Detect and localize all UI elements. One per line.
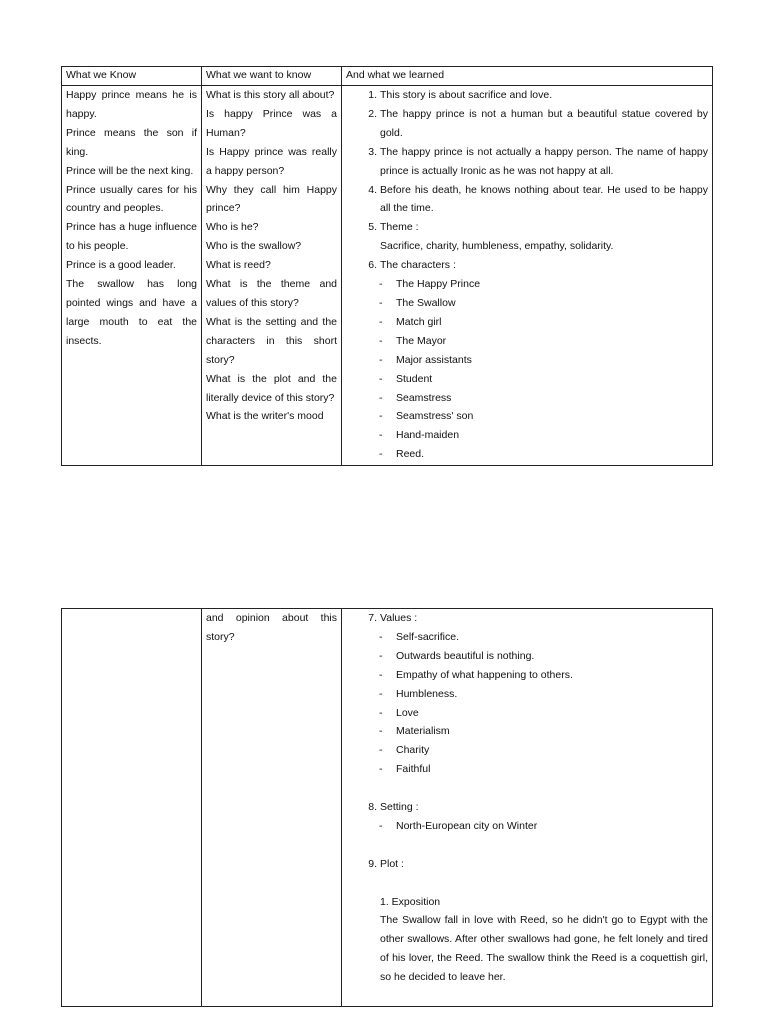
learned-item-5: 5. Theme : xyxy=(368,221,419,234)
know-item: Prince usually cares for his country and peoples. xyxy=(66,183,197,215)
header-what-we-learned: And what we learned xyxy=(342,67,712,86)
character-item: - Seamstress xyxy=(379,391,452,404)
know-item: Prince has a huge influence to his people. xyxy=(66,221,197,253)
character-item: - Match girl xyxy=(379,315,442,328)
want-item: and opinion about this story? xyxy=(206,612,337,643)
spacer xyxy=(346,836,708,855)
want-column-continued xyxy=(202,609,342,1006)
learned-column xyxy=(342,86,712,465)
value-item: - Humbleness. xyxy=(379,687,458,700)
character-item: - Reed. xyxy=(379,448,425,461)
want-item: Who is the swallow? xyxy=(206,240,302,253)
character-item: - The Mayor xyxy=(379,334,447,347)
know-item: Prince is a good leader. xyxy=(66,259,176,272)
want-item: Why they call him Happy prince? xyxy=(206,183,337,215)
learned-column-continued xyxy=(342,609,712,1006)
character-item: - Seamstress' son xyxy=(379,410,474,423)
value-item: - Faithful xyxy=(379,763,431,776)
spacer xyxy=(346,779,708,798)
want-item: Is Happy prince was really a happy person? xyxy=(206,145,337,177)
want-column xyxy=(202,86,342,465)
learned-item-2: 2. The happy prince is not a human but a beautiful statue covered by gold. xyxy=(368,107,708,139)
know-item: Prince will be the next king. xyxy=(66,164,194,177)
want-item: What is reed? xyxy=(206,259,271,272)
want-item: What is the plot and the literally device of this story? xyxy=(206,372,337,404)
theme-text: Sacrifice, charity, humbleness, empathy, solidarity. xyxy=(380,240,614,253)
value-item: - Love xyxy=(379,706,419,719)
value-item: - Charity xyxy=(379,744,430,757)
know-column xyxy=(62,86,202,465)
value-item: - Outwards beautiful is nothing. xyxy=(379,649,535,662)
know-item: The swallow has long pointed wings and have a large mouth to eat the insects. xyxy=(66,278,197,347)
setting-item: - North-European city on Winter xyxy=(379,819,538,832)
learned-item-6: 6. The characters : xyxy=(368,259,456,272)
want-item: What is this story all about? xyxy=(206,89,335,101)
exposition-title: 1. Exposition xyxy=(380,895,441,908)
learned-item-9: 9. Plot : xyxy=(368,857,404,870)
character-item: - Hand-maiden xyxy=(379,429,460,442)
character-item: - Student xyxy=(379,372,433,385)
value-item: - Empathy of what happening to others. xyxy=(379,668,573,681)
want-item: What is the theme and values of this story? xyxy=(206,278,337,309)
learned-item-8: 8. Setting : xyxy=(368,801,419,814)
want-item: What is the setting and the characters in this short story? xyxy=(206,315,337,366)
character-item: - Major assistants xyxy=(379,353,472,366)
learned-item-4: 4. Before his death, he knows nothing about tear. He used to be happy all the time. xyxy=(368,183,708,215)
value-item: - Self-sacrifice. xyxy=(379,630,460,643)
know-item: Prince means the son if king. xyxy=(66,126,197,158)
know-item: Happy prince means he is happy. xyxy=(66,89,197,120)
want-item: What is the writer's mood xyxy=(206,410,324,423)
exposition-text: The Swallow fall in love with Reed, so he didn't go to Egypt with the other swallows. After other swallows had gone, he felt lonely and tired of his lover, the Reed. The swallow think the Reed is a coquettish girl, so he decided to leave her. xyxy=(380,914,708,984)
spacer xyxy=(346,874,708,893)
learned-item-3: 3. The happy prince is not actually a happy person. The name of happy prince is actually Ironic as he was not happy at all. xyxy=(368,145,708,177)
kwl-table-page1 xyxy=(61,66,713,466)
value-item: - Materialism xyxy=(379,725,450,738)
want-item: Who is he? xyxy=(206,221,259,234)
header-what-we-want-to-know: What we want to know xyxy=(202,67,342,86)
header-what-we-know: What we Know xyxy=(62,67,202,86)
know-column-continued xyxy=(62,609,202,1006)
want-item: Is happy Prince was a Human? xyxy=(206,107,337,139)
kwl-table-page2 xyxy=(61,608,713,1007)
learned-item-7: 7. Values : xyxy=(368,612,418,624)
learned-item-1: 1. This story is about sacrifice and love. xyxy=(368,89,553,101)
character-item: - The Swallow xyxy=(379,296,456,309)
character-item: - The Happy Prince xyxy=(379,278,481,291)
